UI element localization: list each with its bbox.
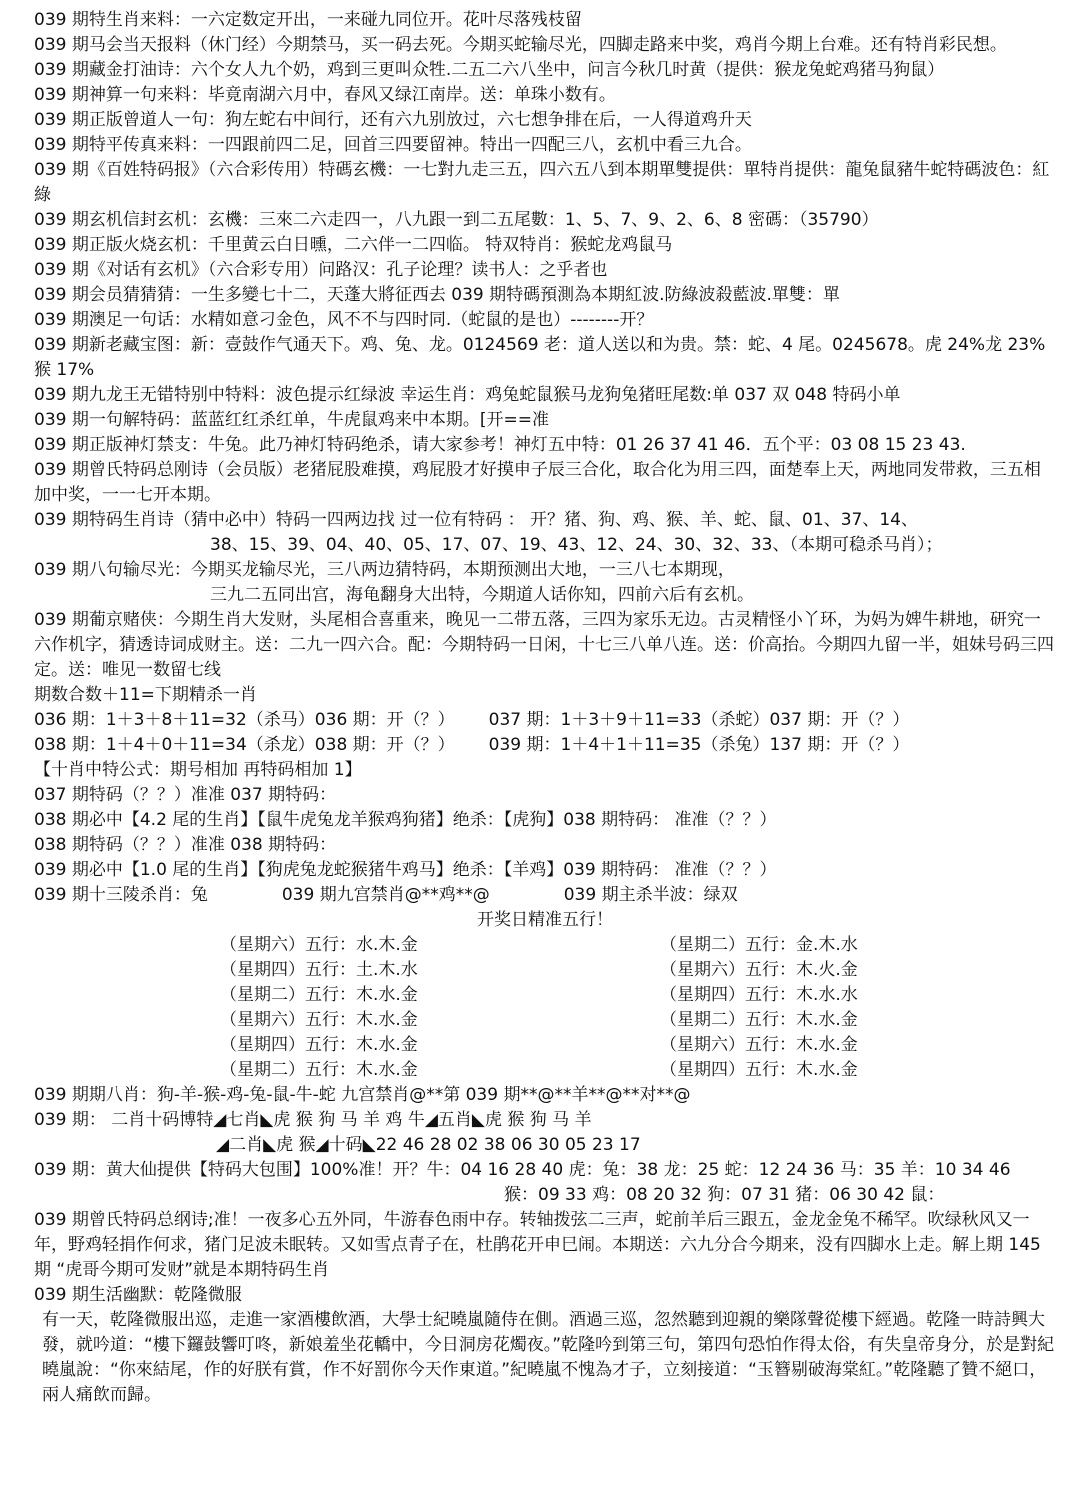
tip-line: 039 期特生肖来料：一六定数定开出，一来碰九同位开。花叶尽落残枝留: [34, 10, 582, 30]
tip-line: 037 期特码（？？）准准 037 期特码：: [34, 785, 337, 805]
humor-title: 039 期生活幽默：乾隆微服: [34, 1285, 242, 1305]
tip-line: 039 期八句输尽光：今期买龙输尽光，三八两边猜特码，本期预测出大地，一三八七本期现，: [34, 560, 735, 580]
tip-line: 三九二五同出宫，海龟翻身大出特，今期道人话你知，四前六后有玄机。: [210, 585, 754, 605]
tip-line: 039 期玄机信封玄机：玄機：三來二六走四一，八九跟一到二五尾數：1、5、7、9、2、6、8 密碼：（35790）: [34, 210, 879, 230]
tip-line: 039 期九龙王无错特别中特料：波色提示红绿波 幸运生肖：鸡兔蛇鼠猴马龙狗兔猪旺尾数:单 037 双 048 特码小单: [34, 385, 901, 405]
tip-line: 039 期会员猜猜猜：一生多變七十二，天蓬大將征西去 039 期特碼預測為本期紅波.防綠波殺藍波.單雙：單: [34, 285, 840, 305]
tip-line: 039 期葡京赌侠：今期生肖大发财，头尾相合喜重来，晚见一二带五落，三四为家乐无边。古灵精怪小丫环，为妈为婢牛耕地，研究一六作机字，猜透诗词成财主。送：二九一四六合。配：今期特码一日闲，十七三八单八连。送：价高抬。今期四九留一半，姐妹号码三四定。送：唯见一数留七线: [34, 610, 1054, 680]
tip-line: 039 期特平传真来料：一四跟前四二足，回首三四要留神。特出一四配三八，玄机中看三九合。: [34, 135, 752, 155]
kill-item: 039 期十三陵杀肖：兔: [34, 885, 208, 905]
wuxing-item: （星期二）五行：木.水.金: [660, 1010, 858, 1030]
wuxing-item: （星期四）五行：木.水.水: [660, 985, 858, 1005]
kill-row: [34, 883, 1056, 908]
tip-line: 039 期： 二肖十码博特◢七肖◣虎 猴 狗 马 羊 鸡 牛◢五肖◣虎 猴 狗 马 羊: [34, 1110, 592, 1130]
tip-line: 039 期《对话有玄机》（六合彩专用）问路汉：孔子论理？读书人：之乎者也: [34, 260, 608, 280]
kill-item: 039 期主杀半波：绿双: [563, 885, 738, 905]
tip-line: 039 期：黄大仙提供【特码大包围】100%准！开？牛：04 16 28 40 虎：兔：38 龙：25 蛇：12 24 36 马：35 羊：10 34 46: [34, 1160, 1011, 1180]
tip-line: ◢二肖◣虎 猴◢十码◣22 46 28 02 38 06 30 05 23 17: [216, 1135, 641, 1155]
formula-item: 039 期：1＋4＋1＋11=35（杀兔）137 期：开（？）: [488, 735, 910, 755]
tip-line: 039 期特码生肖诗（猜中必中）特码一四两边找 过一位有特码 ： 开？猪、狗、鸡、猴、羊、蛇、鼠、01、37、14、: [34, 510, 918, 530]
tip-line: 039 期曾氏特码总纲诗;准！一夜多心五外同，牛游春色雨中存。转轴拨弦二三声，蛇前羊后三跟五，金龙金兔不稀罕。吹绿秋风又一年，野鸡轻捐作何求，猪门足波未眠转。又如雪点青子在，杜鹃花开申巳闹。本期送：六九分合今期来，没有四脚水上走。解上期 145 期 “虎哥今期可发财”就是本期特码生肖: [34, 1210, 1041, 1280]
tip-line: 039 期一句解特码：蓝蓝红红杀红单，牛虎鼠鸡来中本期。[开==准: [34, 410, 549, 430]
wuxing-item: （星期四）五行：木.水.金: [220, 1035, 418, 1055]
tip-line: 38、15、39、04、40、05、17、07、19、43、12、24、30、32、33、（本期可稳杀马肖）；: [210, 535, 943, 555]
wuxing-item: （星期二）五行：木.水.金: [220, 985, 418, 1005]
wuxing-item: （星期六）五行：水.木.金: [220, 935, 418, 955]
tip-line: 039 期马会当天报料（休门经）今期禁马，买一码去死。今期买蛇输尽光，四脚走路来中奖，鸡肖今期上台难。还有特肖彩民想。: [34, 35, 1007, 55]
tip-line: 038 期必中【4.2 尾的生肖】【鼠牛虎兔龙羊猴鸡狗猪】绝杀：【虎狗】038 期特码： 准准（？？）: [34, 810, 777, 830]
wuxing-item: （星期四）五行：土.木.水: [220, 960, 418, 980]
tip-line: 039 期期八肖：狗-羊-猴-鸡-兔-鼠-牛-蛇 九宫禁肖@**第 039 期**@**羊**@**对**@: [34, 1085, 691, 1105]
tip-line: 期数合数＋11=下期精杀一肖: [34, 685, 257, 705]
tip-line: 038 期特码（？？）准准 038 期特码：: [34, 835, 337, 855]
wuxing-title: 开奖日精准五行！: [477, 910, 613, 930]
wuxing-item: （星期四）五行：木.水.金: [660, 1060, 858, 1080]
formula-item: 038 期：1＋4＋0＋11=34（杀龙）038 期：开（？）: [34, 735, 455, 755]
tip-line: 039 期必中【1.0 尾的生肖】【狗虎兔龙蛇猴猪牛鸡马】绝杀：【羊鸡】039 期特码： 准准（？？）: [34, 860, 777, 880]
tip-line: 039 期正版火烧玄机：千里黄云白日曛，二六伴一二四临。 特双特肖：猴蛇龙鸡鼠马: [34, 235, 673, 255]
tip-line: 039 期《百姓特码报》（六合彩传用）特碼玄機：一七對九走三五，四六五八到本期單雙提供：單特肖提供：龍兔鼠豬牛蛇特碼波色：紅綠: [34, 160, 1050, 205]
wuxing-grid: [34, 933, 1056, 1083]
wuxing-item: （星期二）五行：木.水.金: [220, 1060, 418, 1080]
humor-story: 有一天，乾隆微服出巡，走進一家酒樓飲酒，大學士紀曉嵐隨侍在側。酒過三巡，忽然聽到迎親的樂隊聲從樓下經過。乾隆一時詩興大發，就吟道：“樓下鑼鼓響叮咚，新娘羞坐花轎中，今日洞房花燭夜。”乾隆吟到第三句，第四句恐怕作得太俗，有失皇帝身分，於是對紀曉嵐說：“你來結尾，作的好朕有賞，作不好罰你今天作東道。”紀曉嵐不愧為才子，立刻接道：“玉簪剔破海棠紅。”乾隆聽了贊不絕口，兩人痛飲而歸。: [42, 1310, 1055, 1405]
tip-line: 039 期正版曾道人一句：狗左蛇右中间行，还有六九别放过，六七想争排在后，一人得道鸡升天: [34, 110, 752, 130]
formula-row: [34, 733, 1056, 758]
formula-item: 037 期：1＋3＋9＋11=33（杀蛇）037 期：开（？）: [488, 710, 910, 730]
tip-line: 猴：09 33 鸡：08 20 32 狗：07 31 猪：06 30 42 鼠：: [504, 1185, 945, 1205]
tip-line: 039 期神算一句来料：毕竟南湖六月中，春风又绿江南岸。送：单珠小数有。: [34, 85, 616, 105]
formula-row: [34, 708, 1056, 733]
tip-line: 039 期澳足一句话：水精如意刁金色，风不不与四时同.（蛇鼠的是也）--------开？: [34, 310, 654, 330]
formula-item: 036 期：1＋3＋8＋11=32（杀马）036 期：开（？）: [34, 710, 455, 730]
wuxing-item: （星期六）五行：木.水.金: [220, 1010, 418, 1030]
tip-line: 039 期藏金打油诗：六个女人九个奶，鸡到三更叫众牲.二五二六八坐中，问言今秋几时黄（提供：猴龙兔蛇鸡猪马狗鼠）: [34, 60, 945, 80]
kill-item: 039 期九宫禁肖@**鸡**@: [281, 885, 490, 905]
wuxing-item: （星期六）五行：木.火.金: [660, 960, 858, 980]
wuxing-item: （星期六）五行：木.水.金: [660, 1035, 858, 1055]
tip-line: 039 期正版神灯禁支：牛兔。此乃神灯特码绝杀，请大家参考！神灯五中特：01 26 37 41 46．五个平：03 08 15 23 43.: [34, 435, 966, 455]
wuxing-item: （星期二）五行：金.木.水: [660, 935, 858, 955]
tip-line: 【十肖中特公式：期号相加 再特码相加 1】: [34, 760, 362, 780]
tip-line: 039 期新老藏宝图：新：壹鼓作气通天下。鸡、兔、龙。0124569 老：道人送以和为贵。禁：蛇、4 尾。0245678。虎 24%龙 23%猴 17%: [34, 335, 1046, 380]
tip-line: 039 期曾氏特码总刚诗（会员版）老猪屁股难摸，鸡屁股才好摸申子辰三合化，取合化为用三四，面楚奉上天，两地同发带救，三五相加中奖，一一七开本期。: [34, 460, 1041, 505]
